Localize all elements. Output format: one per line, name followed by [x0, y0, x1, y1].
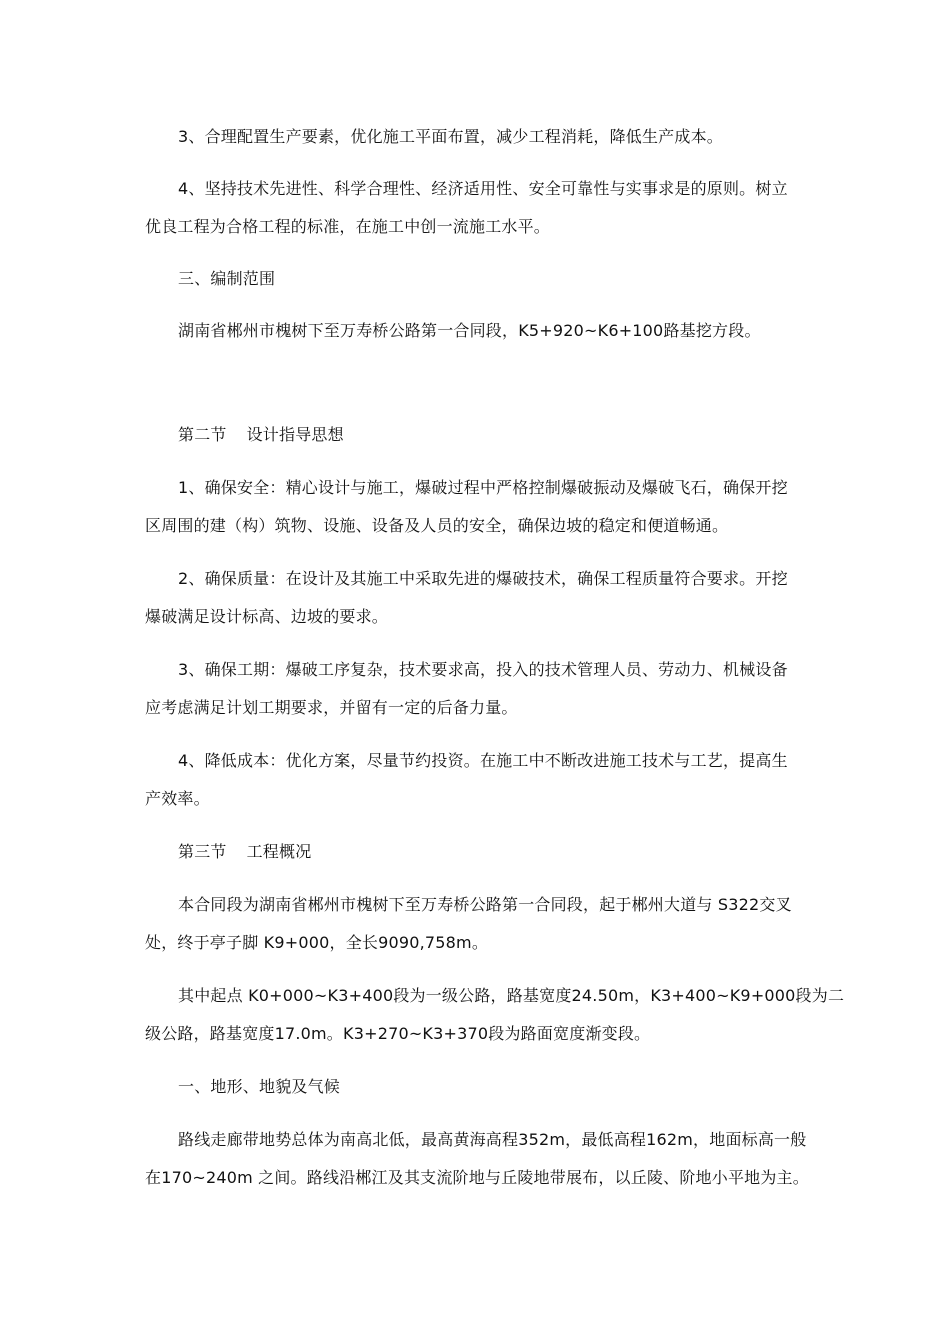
section-heading-3 — [178, 841, 311, 863]
section-number: 第二节 — [178, 425, 227, 444]
paragraph-cost-line-2: 产效率。 — [145, 789, 210, 808]
section-heading-scope: 三、编制范围 — [178, 269, 276, 288]
paragraph-overview-line-2: 处，终于亭子脚 K9+000，全长9090,758m。 — [145, 933, 489, 952]
paragraph-item-4-line-1: 4、坚持技术先进性、科学合理性、经济适用性、安全可靠性与实事求是的原则。树立 — [178, 179, 788, 198]
section-heading-terrain: 一、地形、地貌及气候 — [178, 1077, 341, 1096]
paragraph-road-class-line-1: 其中起点 K0+000~K3+400段为一级公路，路基宽度24.50m，K3+400~K9+000段为二 — [178, 986, 845, 1005]
paragraph-item-3: 3、合理配置生产要素，优化施工平面布置，减少工程消耗，降低生产成本。 — [178, 127, 723, 146]
paragraph-road-class-line-2: 级公路，路基宽度17.0m。K3+270~K3+370段为路面宽度渐变段。 — [145, 1024, 651, 1043]
paragraph-schedule-line-2: 应考虑满足计划工期要求，并留有一定的后备力量。 — [145, 698, 518, 717]
paragraph-safety-line-1: 1、确保安全：精心设计与施工，爆破过程中严格控制爆破振动及爆破飞石，确保开挖 — [178, 478, 788, 497]
paragraph-safety-line-2: 区周围的建（构）筑物、设施、设备及人员的安全，确保边坡的稳定和便道畅通。 — [145, 516, 729, 535]
paragraph-quality-line-2: 爆破满足设计标高、边坡的要求。 — [145, 607, 389, 626]
paragraph-item-4-line-2: 优良工程为合格工程的标准，在施工中创一流施工水平。 — [145, 217, 551, 236]
paragraph-quality-line-1: 2、确保质量：在设计及其施工中采取先进的爆破技术，确保工程质量符合要求。开挖 — [178, 569, 788, 588]
scope-paragraph: 湖南省郴州市槐树下至万寿桥公路第一合同段，K5+920~K6+100路基挖方段。 — [178, 321, 761, 340]
section-heading-2 — [178, 424, 344, 446]
section-title: 工程概况 — [246, 842, 312, 861]
paragraph-schedule-line-1: 3、确保工期：爆破工序复杂，技术要求高，投入的技术管理人员、劳动力、机械设备 — [178, 660, 788, 679]
paragraph-terrain-line-1: 路线走廊带地势总体为南高北低，最高黄海高程352m，最低高程162m，地面标高一般 — [178, 1130, 807, 1149]
paragraph-cost-line-1: 4、降低成本：优化方案，尽量节约投资。在施工中不断改进施工技术与工艺，提高生 — [178, 751, 788, 770]
section-number: 第三节 — [178, 842, 227, 861]
section-title: 设计指导思想 — [246, 425, 344, 444]
paragraph-terrain-line-2: 在170~240m 之间。路线沿郴江及其支流阶地与丘陵地带展布，以丘陵、阶地小平地为主。 — [145, 1168, 809, 1187]
paragraph-overview-line-1: 本合同段为湖南省郴州市槐树下至万寿桥公路第一合同段，起于郴州大道与 S322交叉 — [178, 895, 792, 914]
